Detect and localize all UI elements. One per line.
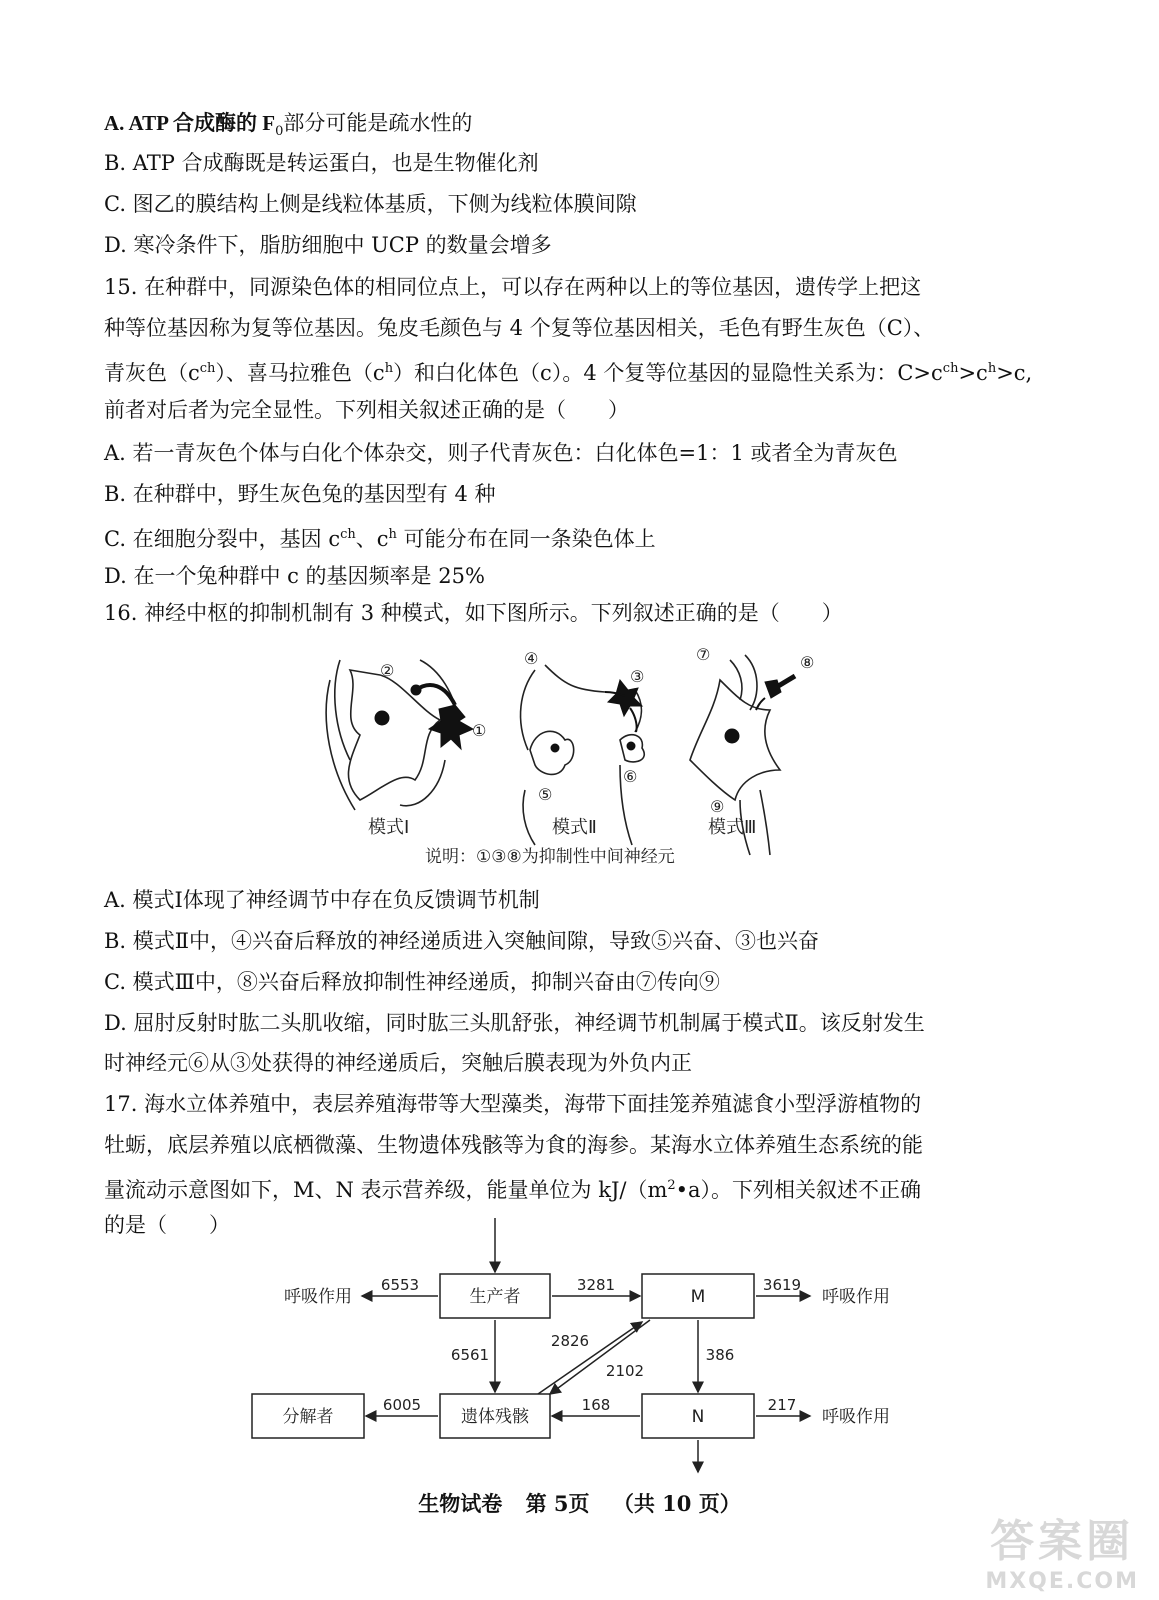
watermark-logo-text: 答案圈 [990, 1516, 1135, 1567]
q14-option-a: A. ATP 合成酶的 $F_0$部分可能是疏水性的 [104, 111, 473, 140]
flow-value-producer-m: 3281 [576, 1276, 616, 1294]
q16-option-d-line2: 时神经元⑥从③处获得的神经递质后，突触后膜表现为外负内正 [104, 1051, 692, 1075]
footer-subject: 生物试卷 [418, 1491, 503, 1516]
q15-stem-line2: 种等位基因称为复等位基因。兔皮毛颜色与 4 个复等位基因相关，毛色有野生灰色（C）、 [104, 316, 935, 340]
respiration-left: 呼吸作用 [284, 1287, 352, 1307]
neuron-label-6: ⑥ [623, 767, 638, 786]
q15-option-a: A. 若一青灰色个体与白化个体杂交，则子代青灰色：白化体色=1：1 或者全为青灰色 [104, 441, 898, 465]
neuron-label-8: ⑧ [800, 653, 815, 672]
q14-option-b: B. ATP 合成酶既是转运蛋白，也是生物催化剂 [104, 151, 539, 175]
respiration-n: 呼吸作用 [822, 1407, 890, 1427]
watermark-url: MXQE.COM [985, 1569, 1139, 1594]
node-n: N [691, 1407, 705, 1427]
q16-option-b: B. 模式Ⅱ中，④兴奋后释放的神经递质进入突触间隙，导致⑤兴奋、③也兴奋 [104, 929, 820, 953]
q15-option-b: B. 在种群中，野生灰色兔的基因型有 4 种 [104, 482, 496, 506]
q15-option-c: C. 在细胞分裂中，基因 $c^{ch}$、$c^h$ 可能分布在同一条染色体上 [104, 527, 656, 551]
mode-3-label: 模式Ⅲ [708, 817, 757, 838]
flow-value-producer-respiration: 6553 [380, 1276, 420, 1294]
neuron-label-3: ③ [630, 667, 645, 686]
q16-stem: 16. 神经中枢的抑制机制有 3 种模式，如下图所示。下列叙述正确的是（ ） [104, 601, 843, 625]
respiration-m: 呼吸作用 [822, 1287, 890, 1307]
q17-stem-line4: 的是（ ） [104, 1213, 230, 1237]
neuron-label-5: ⑤ [538, 785, 553, 804]
node-remains: 遗体残骸 [461, 1407, 529, 1427]
watermark [985, 1505, 1139, 1594]
flow-value-n-respiration: 217 [767, 1396, 797, 1414]
mode-1-label: 模式Ⅰ [368, 817, 410, 838]
neuron-label-4: ④ [524, 649, 539, 668]
q17-stem-line3: 量流动示意图如下，M、N 表示营养级，能量单位为 $kJ/(m^2•a)$。下列相关叙述不正确 [104, 1178, 922, 1202]
q16-option-a: A. 模式Ⅰ体现了神经调节中存在负反馈调节机制 [104, 888, 540, 912]
flow-value-m-n: 386 [705, 1346, 735, 1364]
q16-option-d-line1: D. 屈肘反射时肱二头肌收缩，同时肱三头肌舒张，神经调节机制属于模式Ⅱ。该反射发生 [104, 1011, 925, 1035]
neuron-label-2: ② [380, 661, 395, 680]
q16-option-c: C. 模式Ⅲ中，⑧兴奋后释放抑制性神经递质，抑制兴奋由⑦传向⑨ [104, 970, 720, 994]
node-producer: 生产者 [469, 1287, 521, 1307]
q15-stem-line3: 青灰色$(c^{ch})$、喜马拉雅色$(c^h)$和白化体色（c）。4 个复等位基因的显隐性关系为：$C>c^{ch}>c^h>c$, [104, 361, 1033, 385]
q16-neuron-figure [320, 640, 840, 872]
flow-value-remains-m: 2826 [550, 1332, 590, 1350]
node-decomposer: 分解者 [282, 1407, 334, 1427]
flow-value-m-remains: 2102 [605, 1362, 645, 1380]
neuron-label-7: ⑦ [696, 645, 711, 664]
node-m: M [690, 1287, 706, 1307]
neuron-label-9: ⑨ [710, 797, 725, 816]
figure-caption: 说明：①③⑧为抑制性中间神经元 [425, 847, 675, 867]
q14-option-d: D. 寒冷条件下，脂肪细胞中 UCP 的数量会增多 [104, 233, 552, 257]
flow-value-remains-decomposer: 6005 [382, 1396, 422, 1414]
neuron-label-1: ① [472, 721, 487, 740]
footer-page: 第 5页 [525, 1491, 590, 1516]
q17-stem-line1: 17. 海水立体养殖中，表层养殖海带等大型藻类，海带下面挂笼养殖滤食小型浮游植物的 [104, 1092, 922, 1116]
mode-2-label: 模式Ⅱ [552, 817, 597, 838]
q14-option-c: C. 图乙的膜结构上侧是线粒体基质，下侧为线粒体膜间隙 [104, 192, 637, 216]
energy-flow-diagram [240, 1214, 920, 1480]
q15-stem-line4: 前者对后者为完全显性。下列相关叙述正确的是（ ） [104, 398, 629, 422]
q15-option-d: D. 在一个兔种群中 c 的基因频率是 25% [104, 564, 485, 588]
flow-value-producer-remains: 6561 [450, 1346, 490, 1364]
flow-value-m-respiration: 3619 [762, 1276, 802, 1294]
flow-value-n-remains: 168 [581, 1396, 611, 1414]
q17-stem-line2: 牡蛎，底层养殖以底栖微藻、生物遗体残骸等为食的海参。某海水立体养殖生态系统的能 [104, 1133, 923, 1157]
footer-total: （共 10 页） [612, 1491, 741, 1516]
q15-stem-line1: 15. 在种群中，同源染色体的相同位点上，可以存在两种以上的等位基因，遗传学上把这 [104, 275, 922, 299]
